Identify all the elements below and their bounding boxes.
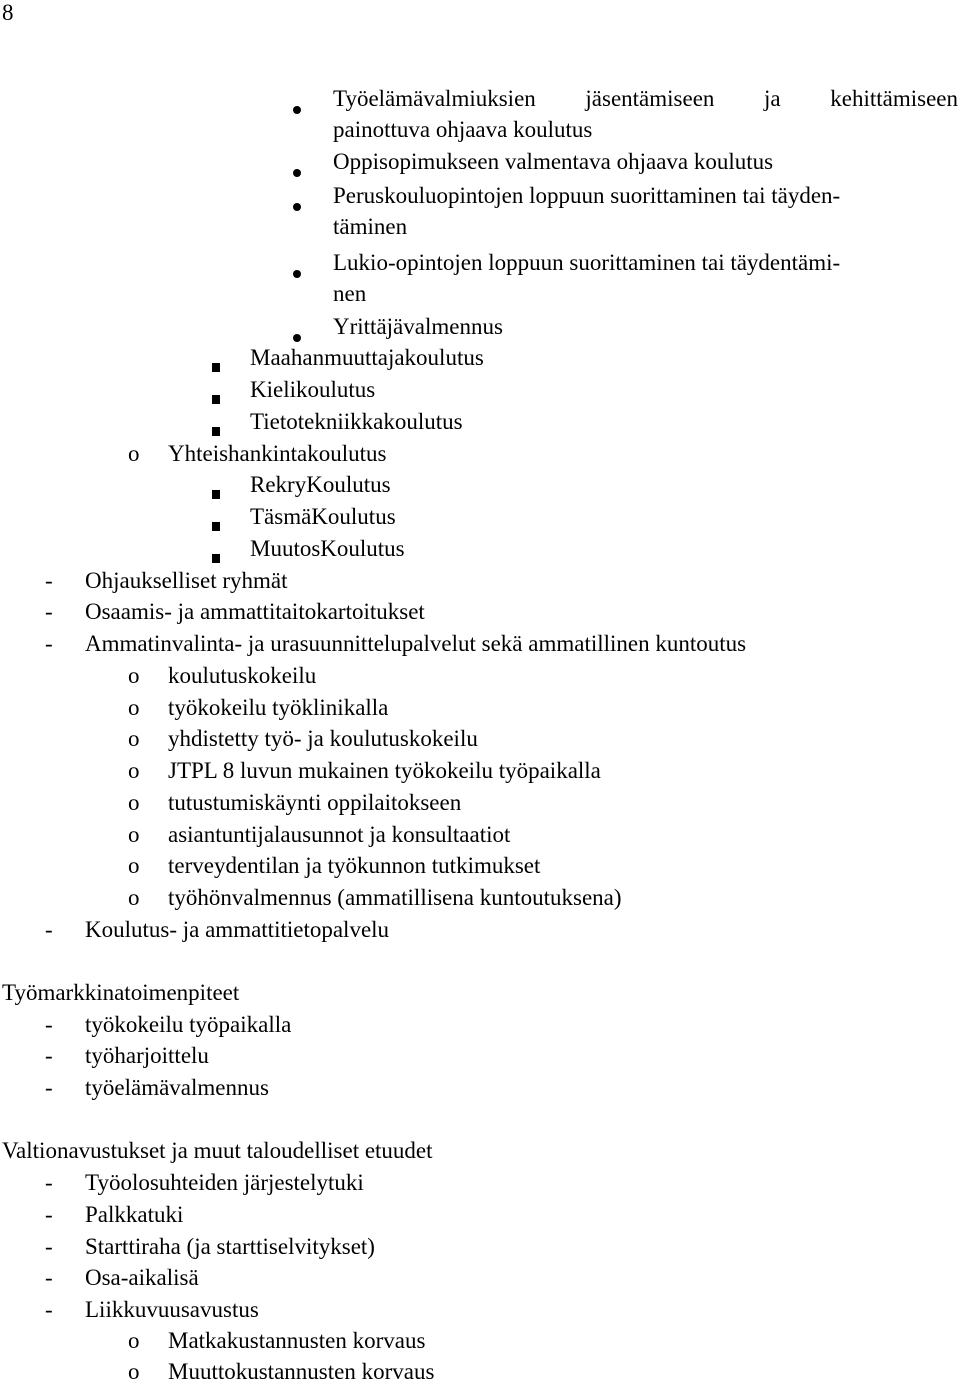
black-circle-bullet-icon [293, 169, 301, 177]
dash-marker: - [45, 1012, 53, 1037]
list-item: Lukio-opintojen loppuun suorittaminen tai täydentämi- [333, 250, 841, 275]
black-circle-bullet-icon [293, 270, 301, 278]
list-item: Kielikoulutus [250, 377, 376, 402]
black-square-bullet-icon [212, 395, 220, 404]
list-item: Työelämävalmiuksien jäsentämiseen ja kehittämiseen [333, 86, 958, 111]
page-number: 8 [2, 0, 14, 25]
list-item: Matkakustannusten korvaus [168, 1328, 426, 1353]
black-circle-bullet-icon [293, 334, 301, 342]
bullet-icon [212, 352, 220, 378]
bullet-icon [293, 191, 301, 217]
list-item: terveydentilan ja työkunnon tutkimukset [168, 853, 541, 878]
black-square-bullet-icon [212, 490, 220, 499]
bullet-icon [212, 543, 220, 569]
list-item: Liikkuvuusavustus [85, 1297, 259, 1322]
list-item: Maahanmuuttajakoulutus [250, 345, 484, 370]
dash-marker: - [45, 568, 53, 593]
black-square-bullet-icon [212, 427, 220, 436]
list-item-continuation: painottuva ohjaava koulutus [333, 117, 593, 142]
list-item: työkokeilu työklinikalla [168, 695, 389, 720]
o-marker: o [128, 663, 140, 688]
dash-marker: - [45, 1075, 53, 1100]
list-item: Yrittäjävalmennus [333, 314, 503, 339]
o-marker: o [128, 822, 140, 847]
list-item: Työolosuhteiden järjestelytuki [85, 1170, 364, 1195]
bullet-icon [293, 157, 301, 183]
list-item: työkokeilu työpaikalla [85, 1012, 292, 1037]
list-item-continuation: nen [333, 281, 367, 306]
black-circle-bullet-icon [293, 203, 301, 211]
bullet-icon [212, 479, 220, 505]
o-marker: o [128, 885, 140, 910]
o-marker: o [128, 758, 140, 783]
list-item: Starttiraha (ja starttiselvitykset) [85, 1234, 375, 1259]
o-marker: o [128, 1328, 140, 1353]
o-marker: o [128, 441, 140, 466]
list-item: asiantuntijalausunnot ja konsultaatiot [168, 822, 511, 847]
dash-marker: - [45, 1265, 53, 1290]
bullet-icon [212, 416, 220, 442]
list-item: työharjoittelu [85, 1043, 209, 1068]
list-item: Osaamis- ja ammattitaitokartoitukset [85, 599, 425, 624]
bullet-icon [293, 94, 301, 120]
list-item: TäsmäKoulutus [250, 504, 396, 529]
list-item: koulutuskokeilu [168, 663, 317, 688]
list-item: Peruskouluopintojen loppuun suorittaminen tai täyden- [333, 183, 841, 208]
dash-marker: - [45, 599, 53, 624]
list-item: Muuttokustannusten korvaus [168, 1359, 435, 1384]
list-item: Palkkatuki [85, 1202, 184, 1227]
dash-marker: - [45, 631, 53, 656]
bullet-icon [293, 258, 301, 284]
list-item: JTPL 8 luvun mukainen työkokeilu työpaikalla [168, 758, 601, 783]
black-square-bullet-icon [212, 522, 220, 531]
list-item: RekryKoulutus [250, 472, 391, 497]
list-item: Ohjaukselliset ryhmät [85, 568, 288, 593]
list-item: yhdistetty työ- ja koulutuskokeilu [168, 726, 478, 751]
o-marker: o [128, 1359, 140, 1384]
dash-marker: - [45, 1043, 53, 1068]
dash-marker: - [45, 1234, 53, 1259]
list-item: tutustumiskäynti oppilaitokseen [168, 790, 462, 815]
black-square-bullet-icon [212, 363, 220, 372]
dash-marker: - [45, 917, 53, 942]
bullet-icon [212, 511, 220, 537]
list-item: Ammatinvalinta- ja urasuunnittelupalvelut sekä ammatillinen kuntoutus [85, 631, 747, 656]
list-item: Yhteishankintakoulutus [168, 441, 387, 466]
dash-marker: - [45, 1297, 53, 1322]
o-marker: o [128, 726, 140, 751]
dash-marker: - [45, 1202, 53, 1227]
black-circle-bullet-icon [293, 106, 301, 114]
list-item: Tietotekniikkakoulutus [250, 409, 463, 434]
list-item-continuation: täminen [333, 214, 408, 239]
list-item: Koulutus- ja ammattitietopalvelu [85, 917, 390, 942]
o-marker: o [128, 695, 140, 720]
dash-marker: - [45, 1170, 53, 1195]
bullet-icon [212, 384, 220, 410]
section-heading: Työmarkkinatoimenpiteet [2, 980, 240, 1005]
o-marker: o [128, 790, 140, 815]
list-item: MuutosKoulutus [250, 536, 405, 561]
list-item: työelämävalmennus [85, 1075, 269, 1100]
black-square-bullet-icon [212, 554, 220, 563]
list-item: työhönvalmennus (ammatillisena kuntoutuksena) [168, 885, 622, 910]
section-heading: Valtionavustukset ja muut taloudelliset etuudet [2, 1138, 433, 1163]
list-item: Oppisopimukseen valmentava ohjaava koulutus [333, 149, 774, 174]
list-item: Osa-aikalisä [85, 1265, 199, 1290]
o-marker: o [128, 853, 140, 878]
